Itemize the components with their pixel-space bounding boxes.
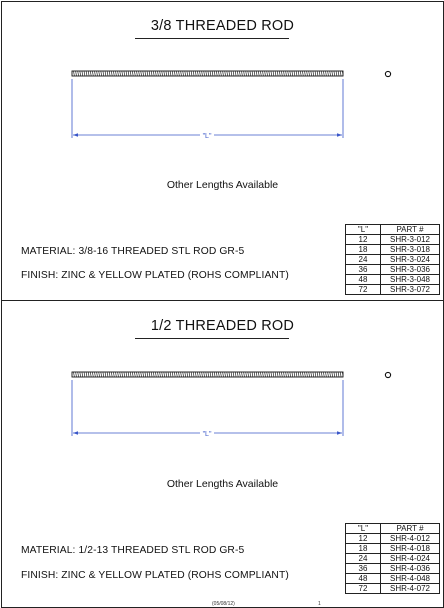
table-header-row (346, 524, 440, 534)
revision-date: (05/08/12) (212, 601, 235, 607)
table-row (346, 285, 440, 295)
table-header-row (346, 225, 440, 235)
cell-part-number: SHR-4-048 (381, 574, 440, 584)
table-row (346, 544, 440, 554)
dimension-label: "L" (202, 431, 212, 438)
threaded-rod (72, 372, 343, 377)
material-spec: MATERIAL: 3/8-16 THREADED STL ROD GR-5 (21, 246, 245, 257)
cell-length: 72 (346, 285, 381, 295)
parts-table (345, 523, 440, 594)
drawing-sheet-1-2 (1, 300, 444, 608)
cell-length: 12 (346, 534, 381, 544)
cell-length: 12 (346, 235, 381, 245)
cell-part-number: SHR-4-018 (381, 544, 440, 554)
cell-part-number: SHR-3-012 (381, 235, 440, 245)
header-length: "L" (346, 524, 381, 534)
dimension-label: "L" (202, 133, 212, 140)
cell-part-number: SHR-4-072 (381, 584, 440, 594)
cell-length: 24 (346, 554, 381, 564)
cell-part-number: SHR-3-048 (381, 275, 440, 285)
cell-part-number: SHR-3-018 (381, 245, 440, 255)
cell-part-number: SHR-3-024 (381, 255, 440, 265)
page-mark: 1 (318, 601, 321, 607)
drawing-sheet-3-8 (1, 1, 444, 301)
header-part-number: PART # (381, 524, 440, 534)
table-row (346, 265, 440, 275)
availability-note: Other Lengths Available (166, 179, 279, 191)
length-dimension (72, 79, 343, 140)
finish-spec: FINISH: ZINC & YELLOW PLATED (ROHS COMPLIANT) (21, 570, 289, 581)
material-spec: MATERIAL: 1/2-13 THREADED STL ROD GR-5 (21, 545, 245, 556)
length-dimension (72, 380, 343, 438)
cell-length: 18 (346, 544, 381, 554)
table-row (346, 534, 440, 544)
cell-length: 72 (346, 584, 381, 594)
cell-length: 18 (346, 245, 381, 255)
availability-note: Other Lengths Available (166, 478, 279, 490)
table-row (346, 564, 440, 574)
cell-part-number: SHR-4-012 (381, 534, 440, 544)
sheet-title: 3/8 THREADED ROD (150, 18, 295, 34)
cell-part-number: SHR-4-036 (381, 564, 440, 574)
table-row (346, 235, 440, 245)
table-row (346, 584, 440, 594)
cell-part-number: SHR-4-024 (381, 554, 440, 564)
finish-spec: FINISH: ZINC & YELLOW PLATED (ROHS COMPLIANT) (21, 270, 289, 281)
rod-end-view-icon (385, 372, 390, 377)
table-row (346, 554, 440, 564)
header-part-number: PART # (381, 225, 440, 235)
cell-part-number: SHR-3-072 (381, 285, 440, 295)
table-row (346, 255, 440, 265)
table-row (346, 245, 440, 255)
cell-part-number: SHR-3-036 (381, 265, 440, 275)
threaded-rod (72, 71, 343, 76)
table-row (346, 275, 440, 285)
sheet-title: 1/2 THREADED ROD (150, 318, 295, 334)
header-length: "L" (346, 225, 381, 235)
rod-end-view-icon (385, 71, 390, 76)
parts-table (345, 224, 440, 295)
table-row (346, 574, 440, 584)
cell-length: 36 (346, 265, 381, 275)
cell-length: 48 (346, 275, 381, 285)
cell-length: 24 (346, 255, 381, 265)
cell-length: 36 (346, 564, 381, 574)
cell-length: 48 (346, 574, 381, 584)
